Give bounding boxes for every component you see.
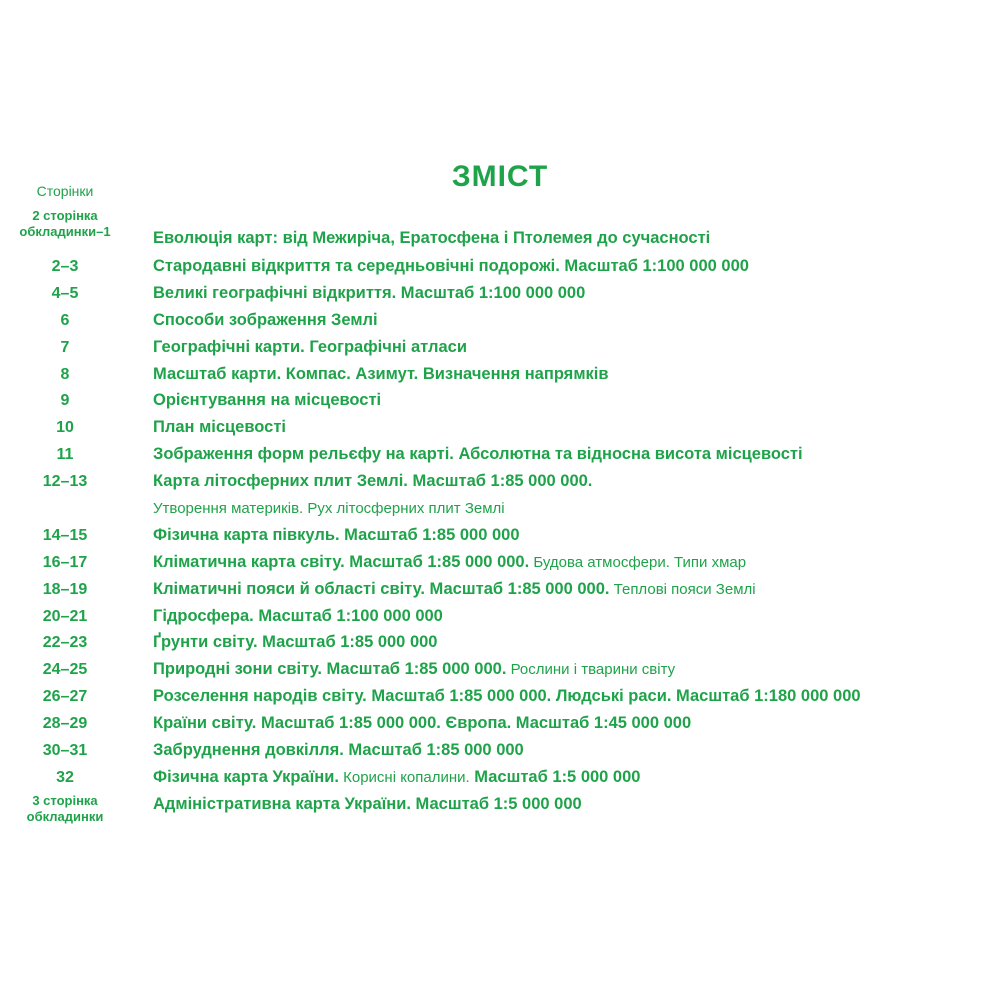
toc-row <box>0 683 1000 710</box>
toc-entry-title <box>153 710 998 737</box>
toc-entry-title <box>153 737 998 764</box>
toc-page-line: 3 сторінка <box>32 792 98 808</box>
pages-column-header: Сторінки <box>36 183 94 199</box>
toc-entry-title <box>153 629 998 656</box>
toc-row <box>0 629 1000 656</box>
toc-entry-bold-text: Ґрунти світу. Масштаб 1:85 000 000 <box>153 633 438 652</box>
toc-page-number: 26–27 <box>42 688 88 706</box>
toc-entry-bold-text: Розселення народів світу. Масштаб 1:85 000 000. Людські раси. Масштаб 1:180 000 000 <box>153 687 861 706</box>
toc-row <box>0 307 1000 334</box>
toc-entry-bold-text: Карта літосферних плит Землі. Масштаб 1:85 000 000. <box>153 472 593 491</box>
toc-entry-bold-text: Географічні карти. Географічні атласи <box>153 337 467 356</box>
toc-page-number: 20–21 <box>42 607 88 625</box>
toc-entry-bold-text: Великі географічні відкриття. Масштаб 1:100 000 000 <box>153 283 586 302</box>
toc-entry-title <box>153 549 998 576</box>
toc-row <box>0 522 1000 549</box>
toc-row <box>0 603 1000 630</box>
toc-entry-title <box>153 603 998 630</box>
toc-page-number <box>10 208 120 240</box>
toc-entry-regular-text: Утворення материків. Рух літосферних плит Землі <box>153 500 505 518</box>
toc-entry-title <box>153 387 998 414</box>
toc-entry-title <box>153 764 998 791</box>
toc-entry-bold-text: Масштаб карти. Компас. Азимут. Визначення напрямків <box>153 364 609 383</box>
toc-entry-bold-text: Орієнтування на місцевості <box>153 391 382 410</box>
toc-entry-title <box>153 495 998 522</box>
toc-page-number: 9 <box>60 392 70 410</box>
toc-entry-title <box>153 441 998 468</box>
toc-page-number: 12–13 <box>42 473 88 491</box>
toc-row <box>0 710 1000 737</box>
toc-page-number: 24–25 <box>42 661 88 679</box>
toc-entry-bold-text: Способи зображення Землі <box>153 310 378 329</box>
toc-page-number: 32 <box>56 768 74 786</box>
toc-entry-bold-text: План місцевості <box>153 418 286 437</box>
toc-row <box>0 576 1000 603</box>
toc-entry-bold-text: Гідросфера. Масштаб 1:100 000 000 <box>153 606 443 625</box>
toc-entry-title <box>153 576 998 603</box>
toc-page-number: 2–3 <box>51 258 79 275</box>
toc-page-line: 2 сторінка <box>32 208 98 223</box>
toc-entry-bold-text: Адміністративна карта України. Масштаб 1:5 000 000 <box>153 794 582 813</box>
toc-entry-regular-text: Теплові пояси Землі <box>609 580 756 598</box>
toc-entry-title <box>153 280 998 307</box>
toc-page-number: 16–17 <box>42 553 88 571</box>
toc-page-line: обкладинки <box>26 808 104 824</box>
toc-row <box>0 387 1000 414</box>
toc-entry-title <box>153 656 998 683</box>
toc-page-number: 22–23 <box>42 634 88 652</box>
toc-entry-title <box>153 791 998 818</box>
toc-entry-bold-text: Еволюція карт: від Межиріча, Ератосфена і Птолемея до сучасності <box>153 229 711 247</box>
toc-row <box>0 334 1000 361</box>
toc-entry-bold-text: Природні зони світу. Масштаб 1:85 000 000. <box>153 660 507 679</box>
toc-row <box>0 764 1000 791</box>
toc-entry-title <box>153 683 998 710</box>
toc-entry-bold-text: Фізична карта України. <box>153 767 339 786</box>
toc-entry-title <box>153 468 998 495</box>
toc-row <box>0 253 1000 280</box>
toc-row <box>0 414 1000 441</box>
toc-entry-bold-text: Забруднення довкілля. Масштаб 1:85 000 000 <box>153 741 524 760</box>
toc-entry-bold-text: Зображення форм рельєфу на карті. Абсолютна та відносна висота місцевості <box>153 445 803 464</box>
toc-page-line: обкладинки–1 <box>19 224 111 239</box>
toc-entry-title <box>153 334 998 361</box>
toc-page-number: 6 <box>60 311 70 329</box>
toc-row <box>0 737 1000 764</box>
toc-row <box>0 208 1000 253</box>
page-title: ЗМІСТ <box>451 160 549 193</box>
toc-row <box>0 495 1000 522</box>
toc-row <box>0 549 1000 576</box>
toc-page-number: 14–15 <box>42 526 88 544</box>
toc-entry-regular-text: Будова атмосфери. Типи хмар <box>529 553 747 571</box>
toc-page-number: 28–29 <box>42 715 88 733</box>
toc-entry-title <box>153 307 998 334</box>
toc-entry-regular-text: Рослини і тварини світу <box>506 661 676 679</box>
toc-entry-bold-text: Масштаб 1:5 000 000 <box>469 767 641 786</box>
toc-page-number: 4–5 <box>51 284 79 302</box>
toc-row <box>0 441 1000 468</box>
toc-entry-bold-text: Кліматичні пояси й області світу. Масштаб 1:85 000 000. <box>153 579 610 598</box>
toc-entry-title <box>153 522 998 549</box>
toc-entry-bold-text: Стародавні відкриття та середньовічні подорожі. Масштаб 1:100 000 000 <box>153 257 749 275</box>
toc-entry-bold-text: Фізична карта півкуль. Масштаб 1:85 000 000 <box>153 525 520 544</box>
toc-page-number: 18–19 <box>42 580 88 598</box>
toc-page-number: 10 <box>56 419 74 437</box>
toc-row <box>0 791 1000 824</box>
table-of-contents <box>0 208 1000 824</box>
toc-entry-bold-text: Країни світу. Масштаб 1:85 000 000. Європа. Масштаб 1:45 000 000 <box>153 714 692 733</box>
toc-page-number: 30–31 <box>42 742 88 760</box>
toc-page-number <box>10 793 120 825</box>
toc-row <box>0 656 1000 683</box>
toc-page-number: 7 <box>60 338 70 356</box>
toc-entry-title <box>153 225 998 252</box>
toc-row <box>0 361 1000 388</box>
toc-page-number: 8 <box>60 365 70 383</box>
toc-entry-title <box>153 361 998 388</box>
toc-row <box>0 468 1000 495</box>
toc-entry-title <box>153 414 998 441</box>
toc-row <box>0 280 1000 307</box>
toc-entry-regular-text: Корисні копалини. <box>338 768 470 786</box>
toc-entry-title <box>153 253 998 280</box>
toc-page-number: 11 <box>56 446 74 464</box>
toc-entry-bold-text: Кліматична карта світу. Масштаб 1:85 000 000. <box>153 552 530 571</box>
